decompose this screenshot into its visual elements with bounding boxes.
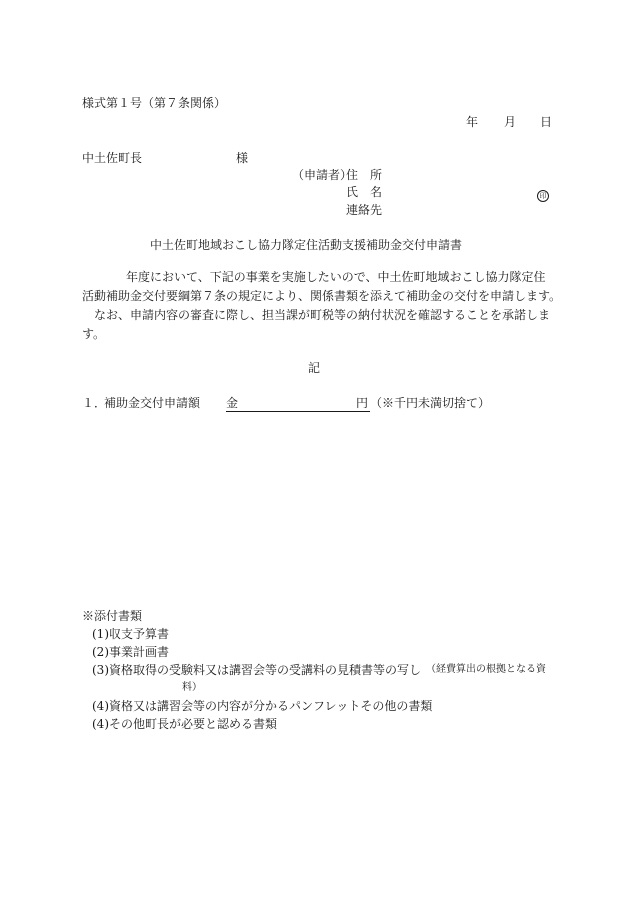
- item1-label: 補助金交付申請額: [104, 396, 201, 410]
- body-line-1: 年度において、下記の事業を実施したいので、中土佐町地域おこし協力隊定住: [126, 270, 546, 284]
- body-line-2: 活動補助金交付要綱第７条の規定により、関係書類を添えて補助金の交付を申請します。: [82, 289, 562, 303]
- recipient-name: 中土佐町長: [82, 151, 143, 165]
- form-number: 様式第１号（第７条関係）: [82, 96, 227, 110]
- date-year-label: 年: [466, 115, 479, 129]
- document-title: 中土佐町地域おこし協力隊定住活動支援補助金交付申請書: [150, 238, 463, 252]
- attachment-item-3-note-cont: 料）: [182, 682, 202, 693]
- attachment-item-4: (4)資格又は講習会等の内容が分かるパンフレットその他の書類: [92, 699, 433, 713]
- amount-note: （※千円未満切捨て）: [370, 396, 491, 410]
- contact-label: 連絡先: [346, 203, 383, 217]
- ki-heading: 記: [308, 361, 321, 375]
- address-label: 住 所: [346, 168, 383, 182]
- seal-mark: [537, 185, 549, 202]
- applicant-label: （申請者）: [292, 168, 353, 182]
- attachment-item-3-note: （経費算出の根拠となる資: [426, 664, 546, 675]
- name-label: 氏 名: [346, 185, 383, 199]
- amount-suffix: 円: [356, 396, 369, 410]
- item1-number: １．: [82, 396, 107, 410]
- attachments-heading: ※添付書類: [82, 609, 143, 623]
- attachment-item-5: (4)その他町長が必要と認める書類: [92, 717, 277, 731]
- attachment-item-1: (1)収支予算書: [92, 627, 169, 641]
- amount-prefix: 金: [226, 396, 239, 410]
- date-month-label: 月: [504, 115, 517, 129]
- seal-icon: 印: [537, 190, 549, 202]
- date-day-label: 日: [540, 115, 553, 129]
- attachment-item-2: (2)事業計画書: [92, 645, 169, 659]
- body-line-4: す。: [82, 327, 106, 341]
- amount-field[interactable]: [226, 397, 370, 412]
- recipient-honorific: 様: [236, 151, 249, 165]
- body-line-3: なお、申請内容の審査に際し、担当課が町税等の納付状況を確認することを承諾しま: [94, 308, 551, 322]
- attachment-item-3: (3)資格取得の受験料又は講習会等の受講料の見積書等の写し: [92, 663, 422, 677]
